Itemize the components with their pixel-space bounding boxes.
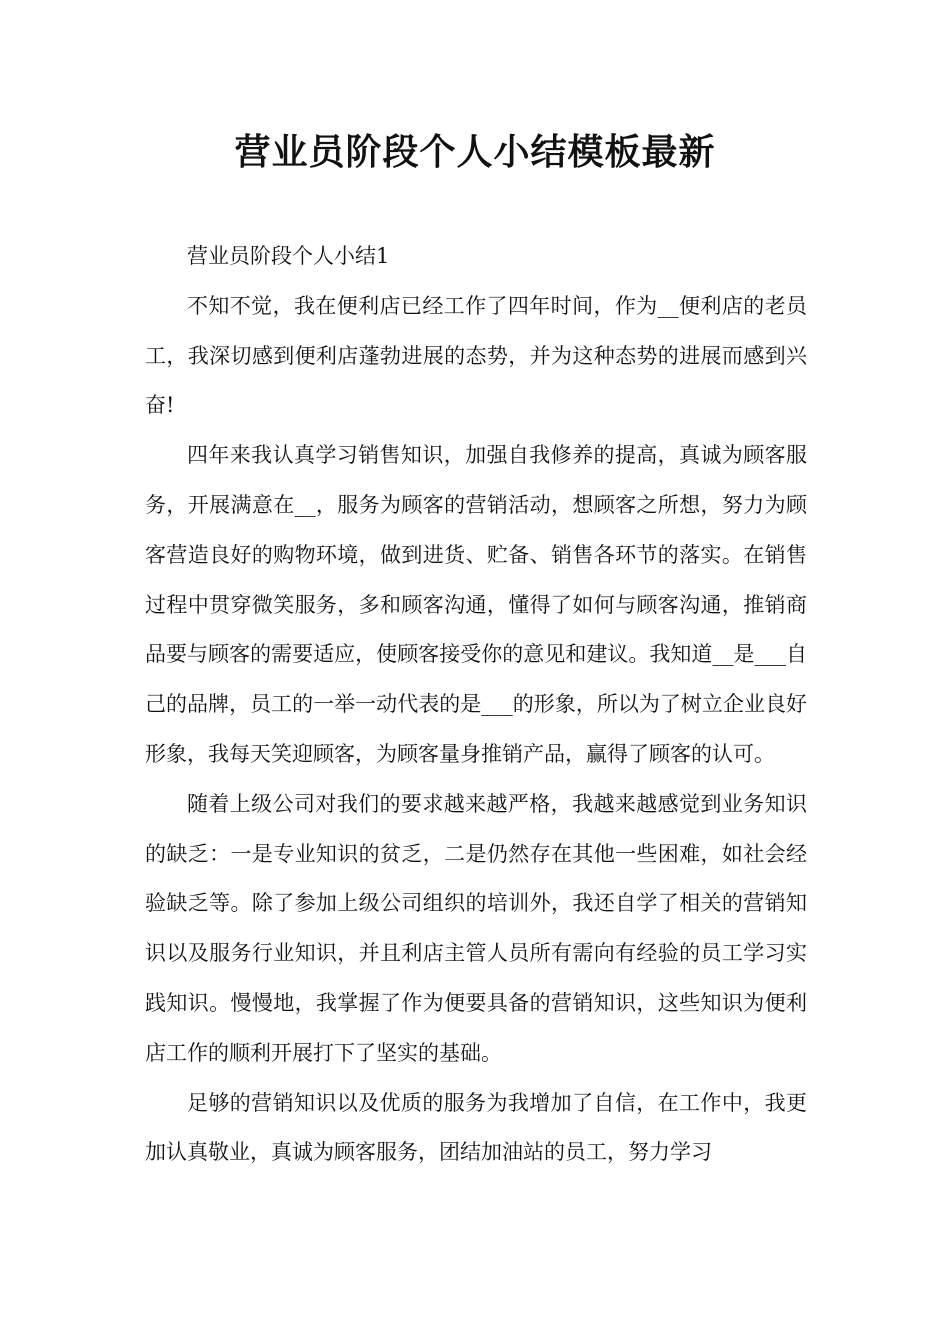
paragraph-3: 随着上级公司对我们的要求越来越严格，我越来越感觉到业务知识的缺乏：一是专业知识的贫乏，二是仍然存在其他一些困难，如社会经验缺乏等。除了参加上级公司组织的培训外，我还自学了相关的营销知识以及服务行业知识，并且利店主管人员所有需向有经验的员工学习实践知识。慢慢地，我掌握了作为便要具备的营销知识，这些知识为便利店工作的顺利开展打下了坚实的基础。 <box>145 791 807 1065</box>
paragraph-2: 四年来我认真学习销售知识，加强自我修养的提高，真诚为顾客服务，开展满意在__，服务为顾客的营销活动，想顾客之所想，努力为顾客营造良好的购物环境，做到进货、贮备、销售各环节的落实。在销售过程中贯穿微笑服务，多和顾客沟通，懂得了如何与顾客沟通，推销商品要与顾客的需要适应，使顾客接受你的意见和建议。我知道__是___自己的品牌，员工的一举一动代表的是___的形象，所以为了树立企业良好形象，我每天笑迎顾客，为顾客量身推销产品，赢得了顾客的认可。 <box>145 443 807 766</box>
paragraph-4: 足够的营销知识以及优质的服务为我增加了自信，在工作中，我更加认真敬业，真诚为顾客服务，团结加油站的员工，努力学习 <box>145 1090 807 1165</box>
paragraph-1: 不知不觉，我在便利店已经工作了四年时间，作为__便利店的老员工，我深切感到便利店蓬勃进展的态势，并为这种态势的进展而感到兴奋! <box>145 293 807 418</box>
section-heading: 营业员阶段个人小结1 <box>187 244 390 268</box>
document-body <box>145 232 807 1178</box>
page-title: 营业员阶段个人小结模板最新 <box>234 132 716 173</box>
